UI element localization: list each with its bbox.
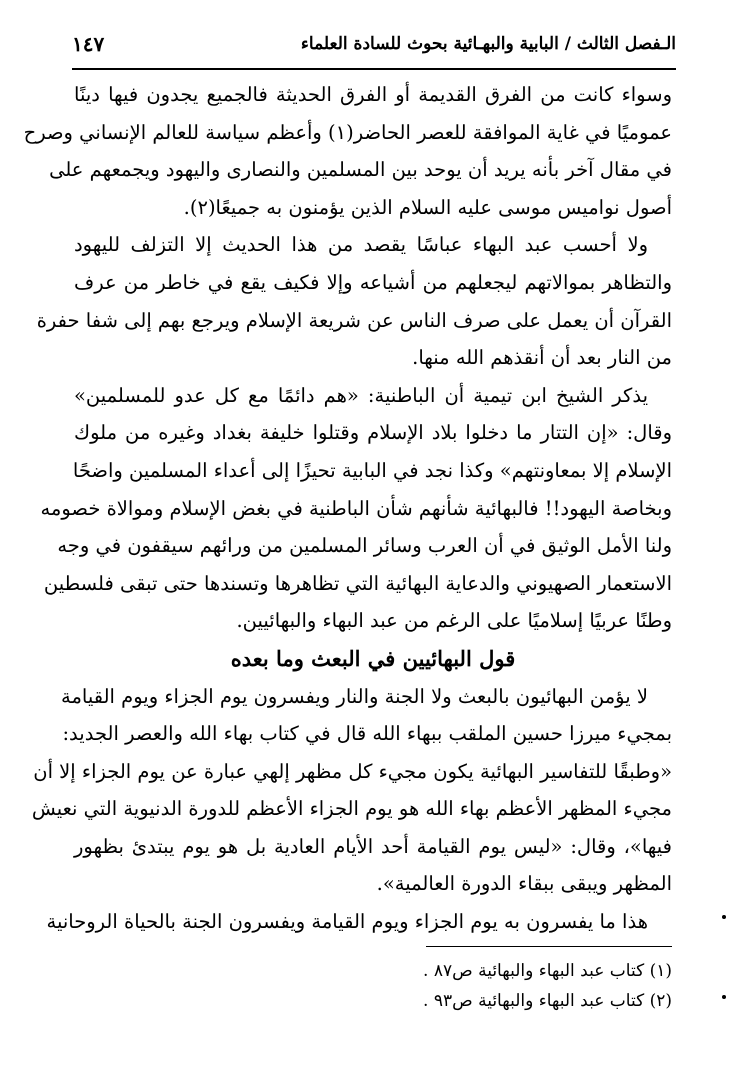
body-line: في مقال آخر بأنه يريد أن يوحد بين المسلمين والنصارى واليهود ويجمعهم على [49,158,672,182]
body-line: عموميًا في غاية الموافقة للعصر الحاضر(١) وأعظم سياسة للعالم الإنساني وصرح [23,120,672,144]
body-line: والتظاهر بموالاتهم ليجعلهم من أشياعه وإلا فكيف يقع في خاطر من عرف [74,270,672,294]
body-line: هذا ما يفسرون به يوم الجزاء ويوم القيامة ويفسرون الجنة بالحياة الروحانية [46,910,648,934]
body-line: أصول نواميس موسى عليه السلام الذين يؤمنون به جميعًا(٢). [183,195,672,219]
body-line: ولنا الأمل الوثيق في أن العرب وسائر المسلمين من ورائهم سيقفون في وجه [57,534,672,558]
margin-mark [722,915,726,919]
footnote-rule [426,946,672,947]
header-rule [72,68,676,70]
body-line: الاستعمار الصهيوني والدعاية البهائية التي تظاهرها وتسندها حتى تبقى فلسطين [43,571,672,595]
body-line: «وطبقًا للتفاسير البهائية يكون مجيء كل مظهر إلهي عبارة عن يوم الجزاء إلا أن [33,759,672,783]
body-line: ولا أحسب عبد البهاء عباسًا يقصد من هذا الحديث إلا التزلف لليهود [74,233,648,257]
body-line: وقال: «إن التتار ما دخلوا بلاد الإسلام وقتلوا خليفة بغداد وغيره من ملوك [74,421,672,445]
running-header [72,26,676,66]
section-heading: قول البهائيين في البعث وما بعده [230,645,516,671]
body-line: وطنًا عربيًا إسلاميًا على الرغم من عبد البهاء والبهائيين. [236,609,672,633]
body-line: وسواء كانت من الفرق القديمة أو الفرق الحديثة فالجميع يجدون فيها دينًا [74,83,672,106]
page-number: ١٤٧ [72,32,105,56]
margin-mark [722,995,726,999]
body-line: الإسلام إلا بمعاونتهم» وكذا نجد في البابية تحيزًا إلى أعداء المسلمين واضحًا [72,458,672,482]
footnote: (٢) كتاب عبد البهاء والبهائية ص٩٣ . [423,991,672,1011]
body-line: بمجيء ميرزا حسين الملقب ببهاء الله قال في كتاب بهاء الله والعصر الجديد: [62,722,672,746]
body-line: وبخاصة اليهود!! فالبهائية شأنهم شأن الباطنية في بغض الإسلام وموالاة خصومه [40,496,672,520]
body-line: مجيء المظهر الأعظم بهاء الله هو يوم الجزاء الأعظم للدورة الدنيوية التي نعيش [31,797,672,821]
body-line: المظهر ويبقى ببقاء الدورة العالمية». [376,872,672,896]
body-text [23,76,672,941]
body-line: فيها»، وقال: «ليس يوم القيامة أحد الأيام العادية بل هو يوم يبتدئ بظهور [74,834,672,858]
body-line: من النار بعد أن أنقذهم الله منها. [412,346,672,370]
footnote: (١) كتاب عبد البهاء والبهائية ص٨٧ . [423,961,672,981]
footnotes [272,956,672,1016]
body-line: يذكر الشيخ ابن تيمية أن الباطنية: «هم دائمًا مع كل عدو للمسلمين» [74,383,648,407]
body-line: القرآن أن يعمل على صرف الناس عن شريعة الإسلام ويرجع بهم إلى شفا حفرة [36,308,672,332]
body-line: لا يؤمن البهائيون بالبعث ولا الجنة والنار ويفسرون يوم الجزاء ويوم القيامة [61,684,648,708]
header-title: الـفصل الثالث / البابية والبهـائية بحوث للسادة العلماء [300,34,676,54]
